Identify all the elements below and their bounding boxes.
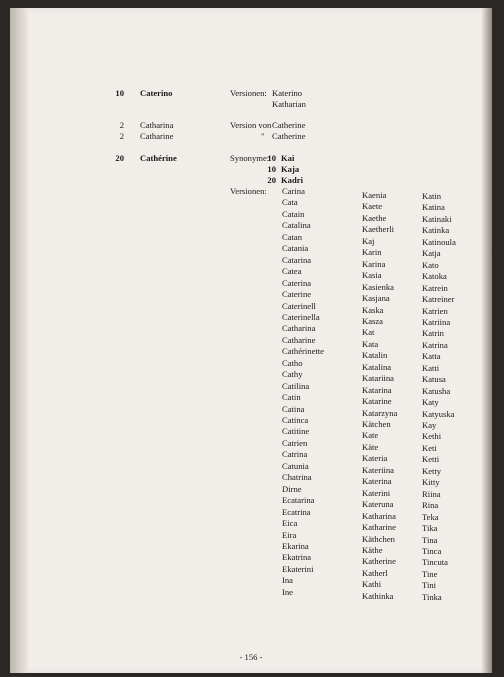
name-item: Katariina	[362, 373, 394, 384]
name-item: Katti	[422, 362, 440, 373]
name-item: Katin	[422, 191, 442, 201]
name-item: Catrien	[282, 437, 308, 448]
name-item: Catea	[282, 266, 302, 277]
name-item: Catharina	[282, 323, 316, 334]
entry-name: Catharina	[140, 120, 174, 130]
entry-number: 2	[119, 120, 124, 130]
name-item: Eica	[282, 518, 298, 528]
synonym-count: 20	[267, 175, 276, 185]
name-item: Käthchen	[362, 533, 395, 544]
name-item: Katerina	[362, 476, 392, 487]
book-spine	[10, 8, 28, 673]
name-item: Rina	[422, 500, 439, 511]
name-item: Catalina	[282, 220, 311, 231]
name-item: Katrin	[422, 328, 444, 339]
name-item: Catho	[282, 357, 303, 368]
name-item: Kasia	[362, 270, 382, 281]
name-item: Catan	[282, 231, 303, 242]
name-item: Kata	[362, 338, 379, 349]
name-item: Katrein	[422, 282, 448, 293]
entry-version: Katerino	[272, 88, 303, 98]
entry-number: 10	[115, 88, 124, 98]
synonym-name: Kaja	[281, 164, 300, 174]
name-item: Kaete	[362, 201, 383, 212]
name-item: Katriina	[422, 316, 451, 327]
entry-name: Cathérine	[140, 153, 177, 163]
name-item: Katerini	[362, 487, 391, 498]
entry-version: Catherine	[272, 131, 306, 141]
name-item: Katta	[422, 351, 441, 362]
name-item: Catarina	[282, 254, 312, 265]
name-item: Ina	[282, 575, 293, 586]
name-item: Katrina	[422, 339, 448, 350]
name-item: Caterina	[282, 277, 312, 288]
name-item: Kethi	[422, 431, 442, 442]
name-item: Katina	[422, 202, 445, 213]
name-item: Ecatrina	[282, 506, 311, 517]
name-item: Katy	[422, 397, 439, 408]
book-page	[10, 8, 492, 673]
name-item: Tika	[422, 523, 438, 533]
name-item: Kathinka	[362, 590, 394, 601]
name-item: Kaj	[362, 235, 375, 246]
name-item: Kasienka	[362, 281, 394, 292]
name-item: Caterine	[282, 289, 312, 300]
name-item: Catin	[282, 392, 301, 403]
name-item: Dirne	[282, 483, 302, 494]
name-item: Katreiner	[422, 294, 455, 305]
name-item: Kathi	[362, 579, 382, 590]
synonym-name: Kai	[281, 153, 295, 163]
name-item: Katyuska	[422, 408, 455, 419]
name-item: Ekatrina	[282, 552, 312, 563]
name-item: Ecatarina	[282, 495, 315, 506]
name-item: Cathérinette	[282, 346, 324, 357]
name-item: Catrina	[282, 449, 308, 460]
name-item: Kato	[422, 259, 439, 270]
name-item: Ine	[282, 586, 293, 597]
name-item: Käte	[362, 441, 379, 452]
name-item: Katinaki	[422, 213, 452, 224]
name-item: Tini	[422, 580, 437, 591]
name-item: Caterinell	[282, 300, 316, 311]
entry-label: Versionen:	[230, 186, 267, 196]
name-item: Katharina	[362, 510, 396, 521]
name-item: Kateriina	[362, 464, 394, 475]
name-item: Kaetherli	[362, 224, 394, 235]
name-item: Katusa	[422, 374, 446, 385]
entry-number: 2	[119, 131, 124, 141]
name-item: Katusha	[422, 385, 451, 396]
entry-label: Version von	[230, 120, 272, 130]
name-item: Eira	[282, 529, 297, 540]
name-item: Tina	[422, 534, 438, 545]
name-item: Tine	[422, 568, 438, 579]
entry-version: Katharian	[272, 99, 306, 109]
name-item: Katja	[422, 248, 441, 259]
name-item: Catina	[282, 403, 305, 414]
name-item: Carina	[282, 186, 305, 196]
name-item: Chatrina	[282, 472, 312, 483]
name-item: Kaenia	[362, 190, 387, 200]
name-item: Katarina	[362, 384, 392, 395]
entry-number: 20	[115, 153, 124, 163]
name-item: Kateruna	[362, 499, 394, 510]
name-item: Ekarina	[282, 541, 309, 551]
name-item: Kitty	[422, 477, 440, 488]
name-item: Catinca	[282, 415, 309, 425]
name-item: Catain	[282, 208, 305, 219]
name-item: Kateria	[362, 453, 388, 464]
name-item: Caterinella	[282, 311, 320, 322]
name-item: Kaska	[362, 304, 384, 315]
name-item: Ketty	[422, 465, 442, 476]
name-item: Katalin	[362, 350, 388, 361]
name-item: Katarine	[362, 396, 392, 407]
name-item: Katherl	[362, 567, 388, 578]
name-item: Katherine	[362, 556, 396, 567]
name-item: Karin	[362, 247, 382, 258]
ditto-mark: "	[261, 131, 265, 141]
entry-version: Catherine	[272, 120, 306, 130]
entry-label: Versionen:	[230, 88, 267, 98]
name-item: Kasza	[362, 315, 383, 326]
name-item: Kat	[362, 327, 375, 338]
name-item: Cathy	[282, 369, 303, 380]
name-item: Katalina	[362, 361, 392, 372]
name-item: Catitine	[282, 426, 310, 437]
name-item: Tinca	[422, 546, 442, 556]
entry-name: Catharine	[140, 131, 174, 141]
synonym-name: Kadri	[281, 175, 303, 185]
name-item: Teka	[422, 511, 439, 522]
name-item: Katarzyna	[362, 407, 398, 418]
name-item: Ketti	[422, 454, 440, 465]
name-item: Catilina	[282, 380, 310, 391]
name-item: Katrien	[422, 305, 448, 316]
entry-label: Synonyme:	[230, 153, 270, 163]
name-item: Karina	[362, 258, 386, 269]
name-item: Tincuta	[422, 557, 448, 568]
name-item: Keti	[422, 442, 437, 453]
page-number: - 156 -	[239, 652, 263, 662]
name-item: Kasjana	[362, 293, 390, 304]
name-item: Catunia	[282, 460, 309, 471]
name-item: Kaethe	[362, 212, 387, 223]
name-item: Ekaterini	[282, 563, 314, 574]
name-item: Katoka	[422, 271, 447, 282]
name-item: Tinka	[422, 591, 442, 602]
name-item: Riina	[422, 488, 441, 499]
name-item: Katharine	[362, 522, 396, 532]
name-item: Kätchen	[362, 419, 391, 429]
synonym-count: 10	[267, 153, 276, 163]
entry-name: Caterino	[140, 88, 173, 98]
name-item: Cata	[282, 197, 298, 208]
name-item: Käthe	[362, 545, 383, 555]
name-item: Catania	[282, 243, 309, 254]
name-item: Catharine	[282, 334, 316, 345]
name-item: Kay	[422, 420, 437, 430]
name-item: Katinka	[422, 225, 450, 236]
synonym-count: 10	[267, 164, 276, 174]
name-item: Kate	[362, 430, 379, 441]
name-item: Katinoula	[422, 236, 456, 247]
page-edge	[482, 8, 492, 673]
